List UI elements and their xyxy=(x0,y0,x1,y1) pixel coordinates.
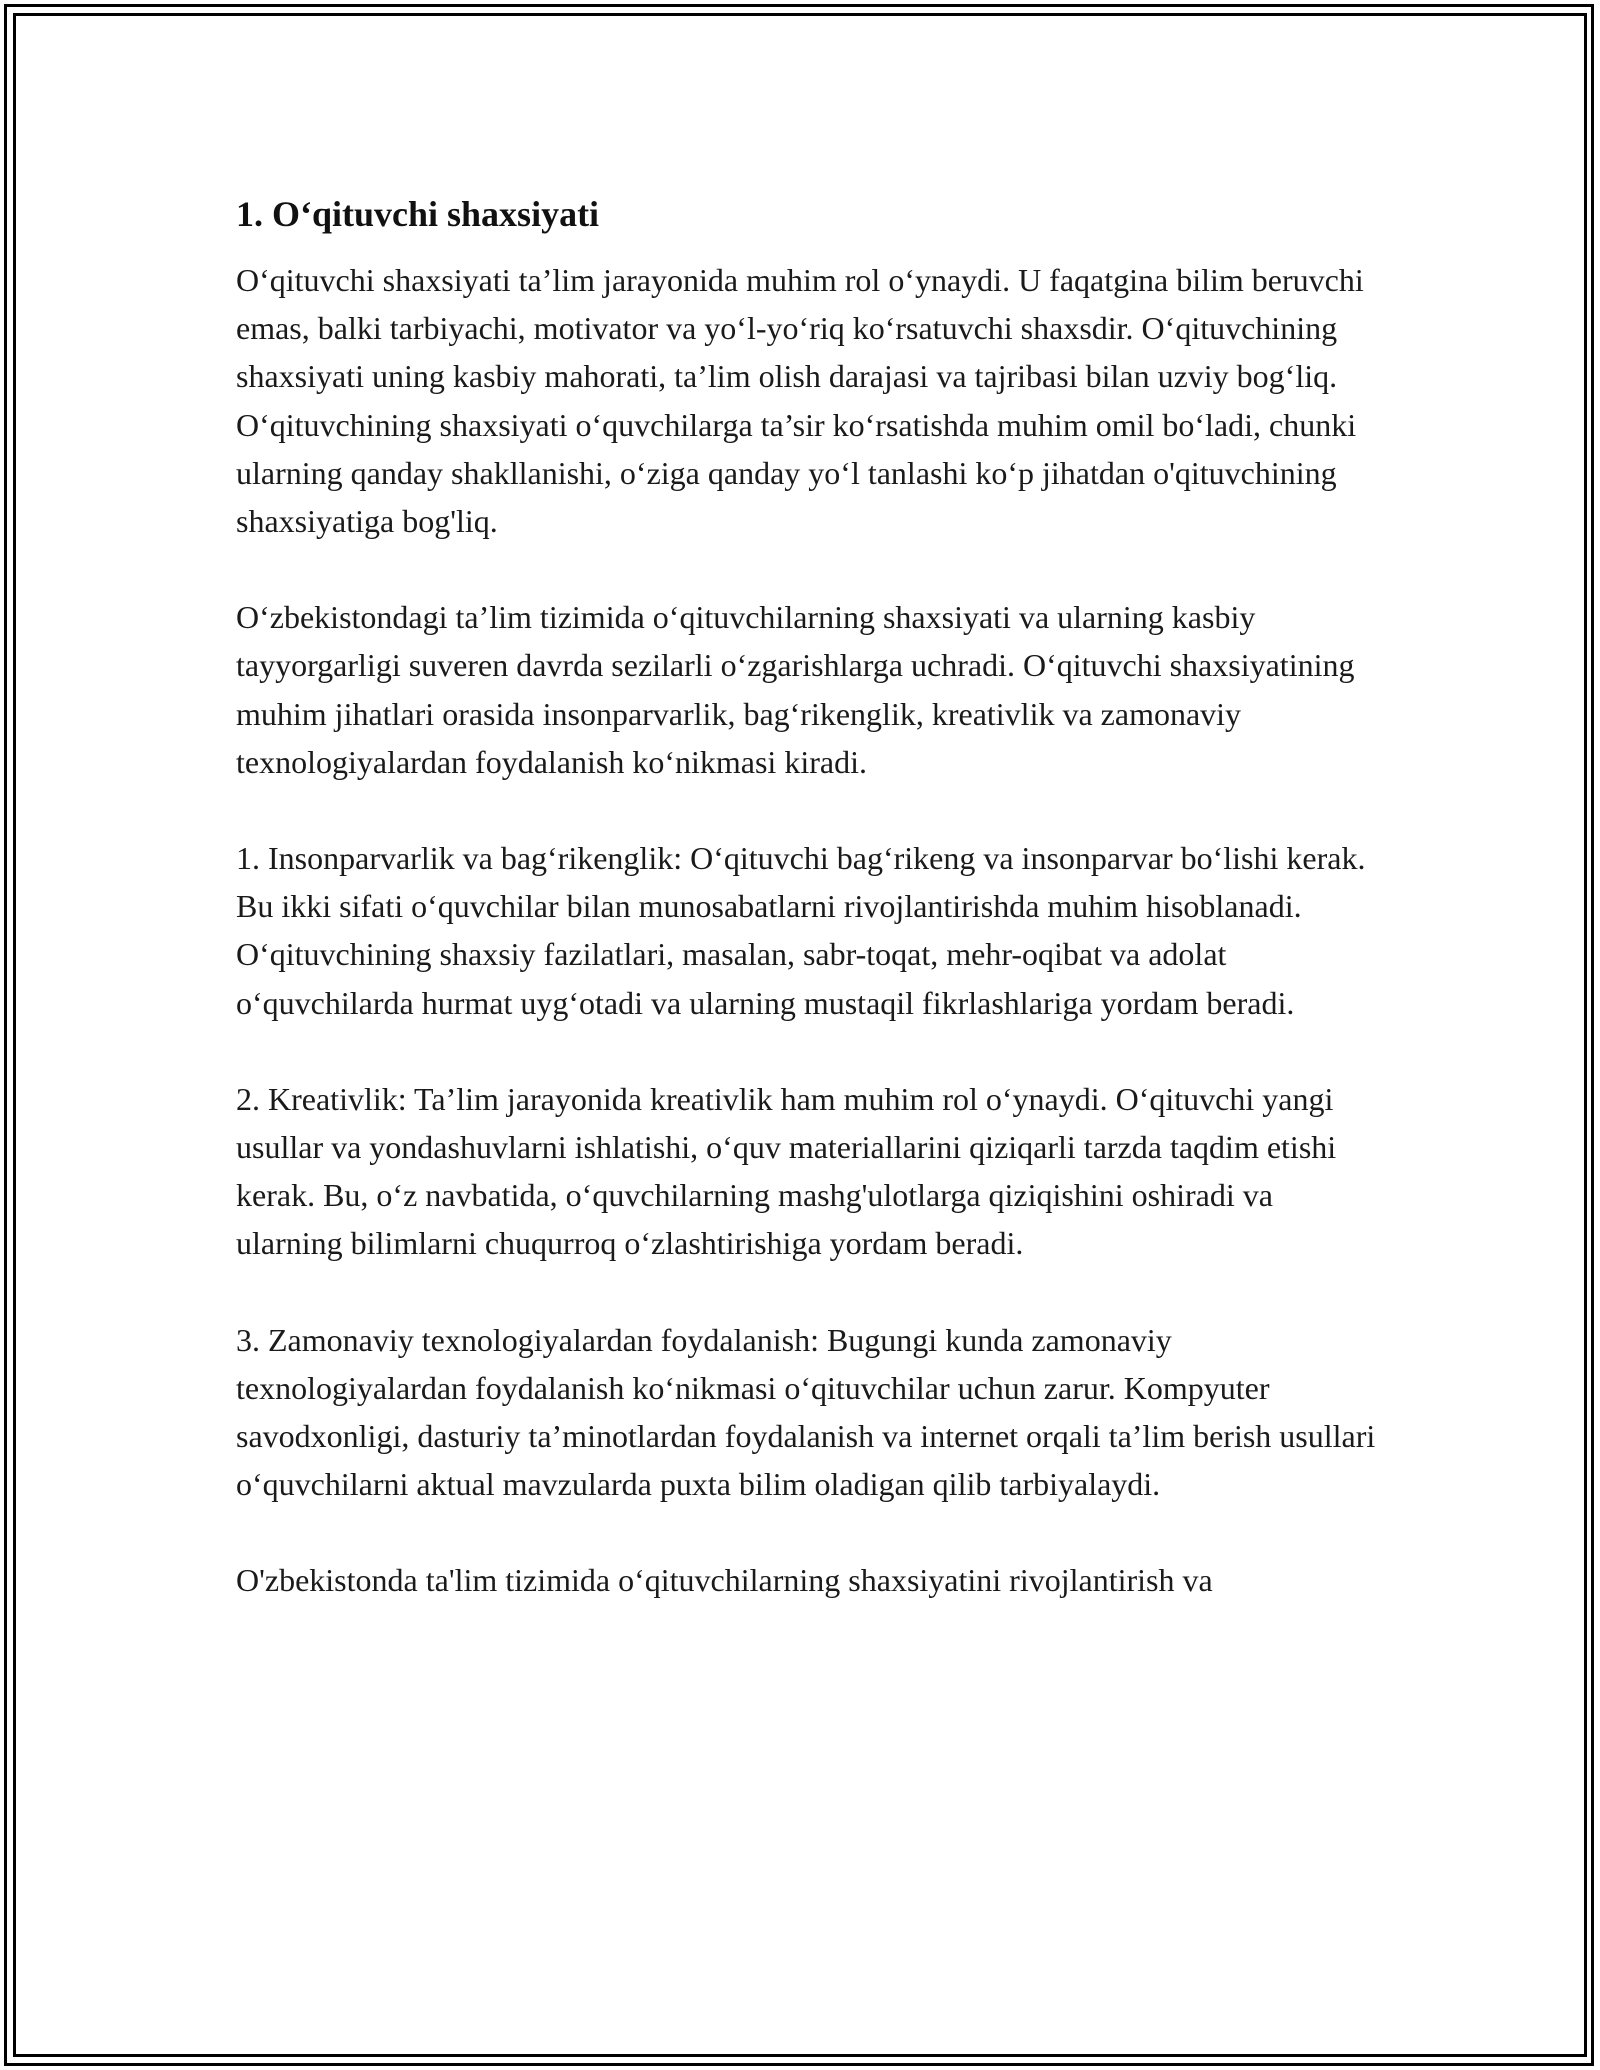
document-body xyxy=(236,184,1376,1605)
paragraph-uzbekistan-system: O‘zbekistondagi ta’lim tizimida o‘qituvchilarning shaxsiyati va ularning kasbiy tayyorgarligi suveren davrda sezilarli o‘zgarishlarga uchradi. O‘qituvchi shaxsiyatining muhim jihatlari orasida insonparvarlik, bag‘rikenglik, kreativlik va zamonaviy texnologiyalardan foydalanish ko‘nikmasi kiradi. xyxy=(236,599,1355,780)
paragraph-creativity: 2. Kreativlik: Ta’lim jarayonida kreativlik ham muhim rol o‘ynaydi. O‘qituvchi yangi usullar va yondashuvlarni ishlatishi, o‘quv materiallarini qiziqarli tarzda taqdim etishi kerak. Bu, o‘z navbatida, o‘quvchilarning mashg'ulotlarga qiziqishini oshiradi va ularning bilimlarni chuqurroq o‘zlashtirishiga yordam beradi. xyxy=(236,1080,1337,1262)
paragraph-modern-technologies: 3. Zamonaviy texnologiyalardan foydalanish: Bugungi kunda zamonaviy texnologiyalardan foydalanish ko‘nikmasi o‘qituvchilar uchun zarur. Kompyuter savodxonligi, dasturiy ta’minotlardan foydalanish va internet orqali ta’lim berish usullari o‘quvchilarni aktual mavzularda puxta bilim oladigan qilib tarbiyalaydi. xyxy=(236,1321,1376,1503)
paragraph-intro: O‘qituvchi shaxsiyati ta’lim jarayonida muhim rol o‘ynaydi. U faqatgina bilim beruvchi emas, balki tarbiyachi, motivator va yo‘l-yo‘riq ko‘rsatuvchi shaxsdir. O‘qituvchining shaxsiyati uning kasbiy mahorati, ta’lim olish darajasi va tajribasi bilan uzviy bog‘liq. O‘qituvchining shaxsiyati o‘quvchilarga ta’sir ko‘rsatishda muhim omil bo‘ladi, chunki ularning qanday shakllanishi, o‘ziga qanday yo‘l tanlashi ko‘p jihatdan o'qituvchining shaxsiyatiga bog'liq. xyxy=(236,262,1364,540)
section-heading: 1. O‘qituvchi shaxsiyati xyxy=(236,194,600,234)
paragraph-humanism-tolerance: 1. Insonparvarlik va bag‘rikenglik: O‘qituvchi bag‘rikeng va insonparvar bo‘lishi kerak. Bu ikki sifati o‘quvchilar bilan munosabatlarni rivojlantirishda muhim hisoblanadi. O‘qituvchining shaxsiy fazilatlari, masalan, sabr-toqat, mehr-oqibat va adolat o‘quvchilarda hurmat uyg‘otadi va ularning mustaqil fikrlashlariga yordam beradi. xyxy=(236,840,1366,1021)
paragraph-continuation: O'zbekistonda ta'lim tizimida o‘qituvchilarning shaxsiyatini rivojlantirish va xyxy=(236,1562,1213,1599)
